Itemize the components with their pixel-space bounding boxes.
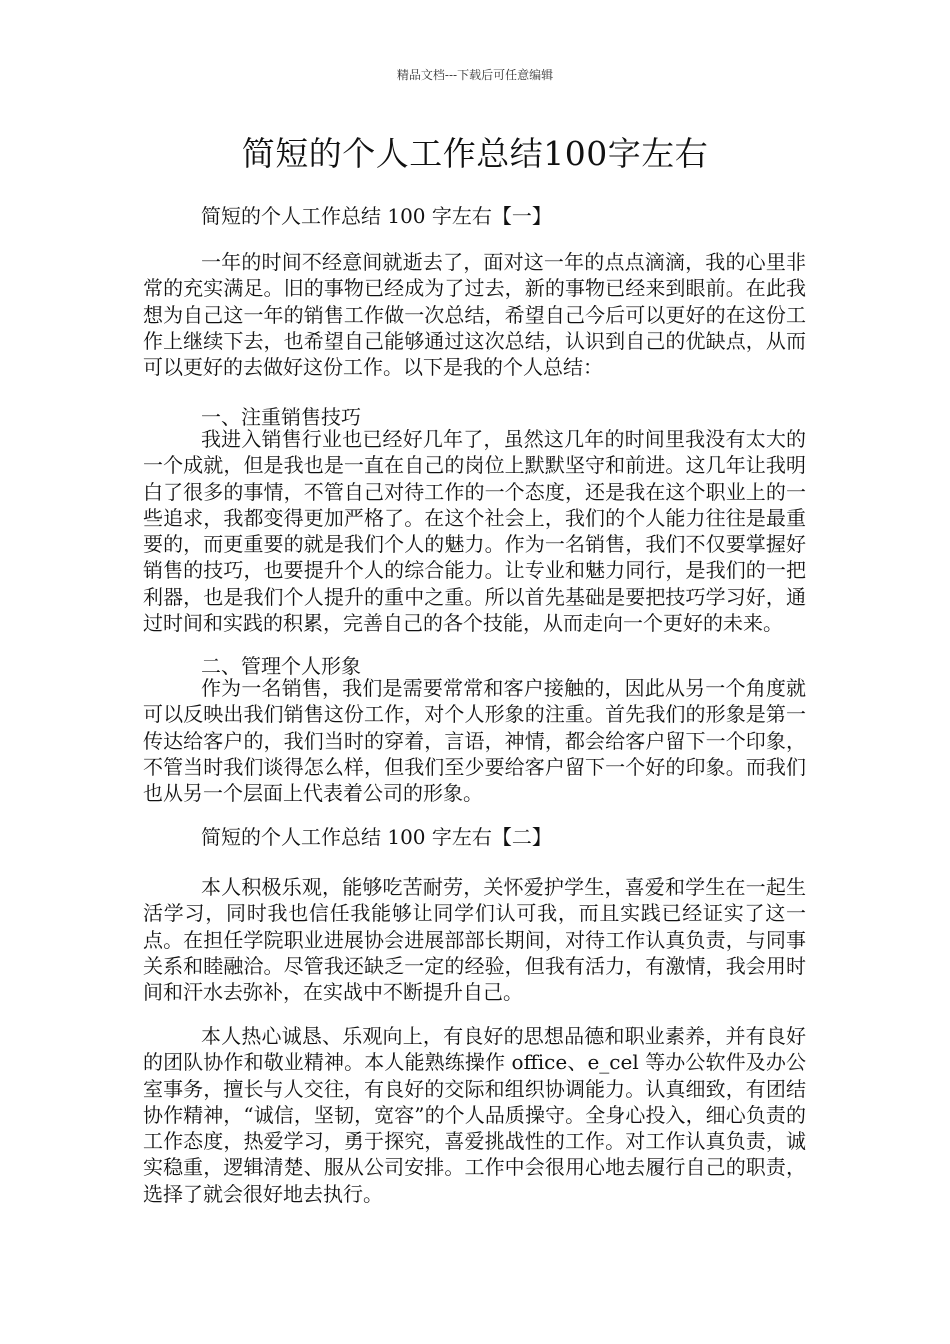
section-2-paragraph-2: 本人热心诚恳、乐观向上，有良好的思想品德和职业素养，并有良好的团队协作和敬业精神。本人能熟练操作 office、e_cel 等办公软件及办公室事务，擅长与人交往，有良好的交际和组织协调能力。认真细致，有团结协作精神，“诚信，坚韧，宽容”的个人品质操守。全身心投入，细心负责的工作态度，热爱学习，勇于探究，喜爱挑战性的工作。对工作认真负责，诚实稳重，逻辑清楚、服从公司安排。工作中会很用心地去履行自己的职责，选择了就会很好地去执行。	[143, 1024, 806, 1206]
point-1-body: 我进入销售行业也已经好几年了，虽然这几年的时间里我没有太大的一个成就，但是我也是一直在自己的岗位上默默坚守和前进。这几年让我明白了很多的事情，不管自己对待工作的一个态度，还是我在这个职业上的一些追求，我都变得更加严格了。在这个社会上，我们的个人能力往往是最重要的，而更重要的就是我们个人的魅力。作为一名销售，我们不仅要掌握好销售的技巧，也要提升个人的综合能力。让专业和魅力同行，是我们的一把利器，也是我们个人提升的重中之重。所以首先基础是要把技巧学习好，通过时间和实践的积累，完善自己的各个技能，从而走向一个更好的未来。	[143, 427, 806, 636]
section-heading-1: 简短的个人工作总结 100 字左右【一】	[201, 204, 552, 228]
section-2-paragraph-1: 本人积极乐观，能够吃苦耐劳，关怀爱护学生，喜爱和学生在一起生活学习，同时我也信任我能够让同学们认可我，而且实践已经证实了这一点。在担任学院职业进展协会进展部部长期间，对待工作认真负责，与同事关系和睦融洽。尽管我还缺乏一定的经验，但我有活力，有激情，我会用时间和汗水去弥补，在实战中不断提升自己。	[143, 875, 806, 1005]
section-heading-2: 简短的个人工作总结 100 字左右【二】	[201, 825, 552, 849]
point-2-body: 作为一名销售，我们是需要常常和客户接触的，因此从另一个角度就可以反映出我们销售这份工作，对个人形象的注重。首先我们的形象是第一传达给客户的，我们当时的穿着，言语，神情，都会给客户留下一个印象，不管当时我们谈得怎么样，但我们至少要给客户留下一个好的印象。而我们也从另一个层面上代表着公司的形象。	[143, 676, 806, 806]
point-1-title: 一、注重销售技巧	[201, 405, 361, 429]
document-title: 简短的个人工作总结100字左右	[241, 134, 709, 173]
point-2-title: 二、管理个人形象	[201, 654, 361, 678]
intro-paragraph: 一年的时间不经意间就逝去了，面对这一年的点点滴滴，我的心里非常的充实满足。旧的事物已经成为了过去，新的事物已经来到眼前。在此我想为自己这一年的销售工作做一次总结，希望自己今后可以更好的在这份工作上继续下去，也希望自己能够通过这次总结，认识到自己的优缺点，从而可以更好的去做好这份工作。以下是我的个人总结：	[143, 250, 806, 380]
document-header-note: 精品文档---下载后可任意编辑	[396, 68, 554, 82]
